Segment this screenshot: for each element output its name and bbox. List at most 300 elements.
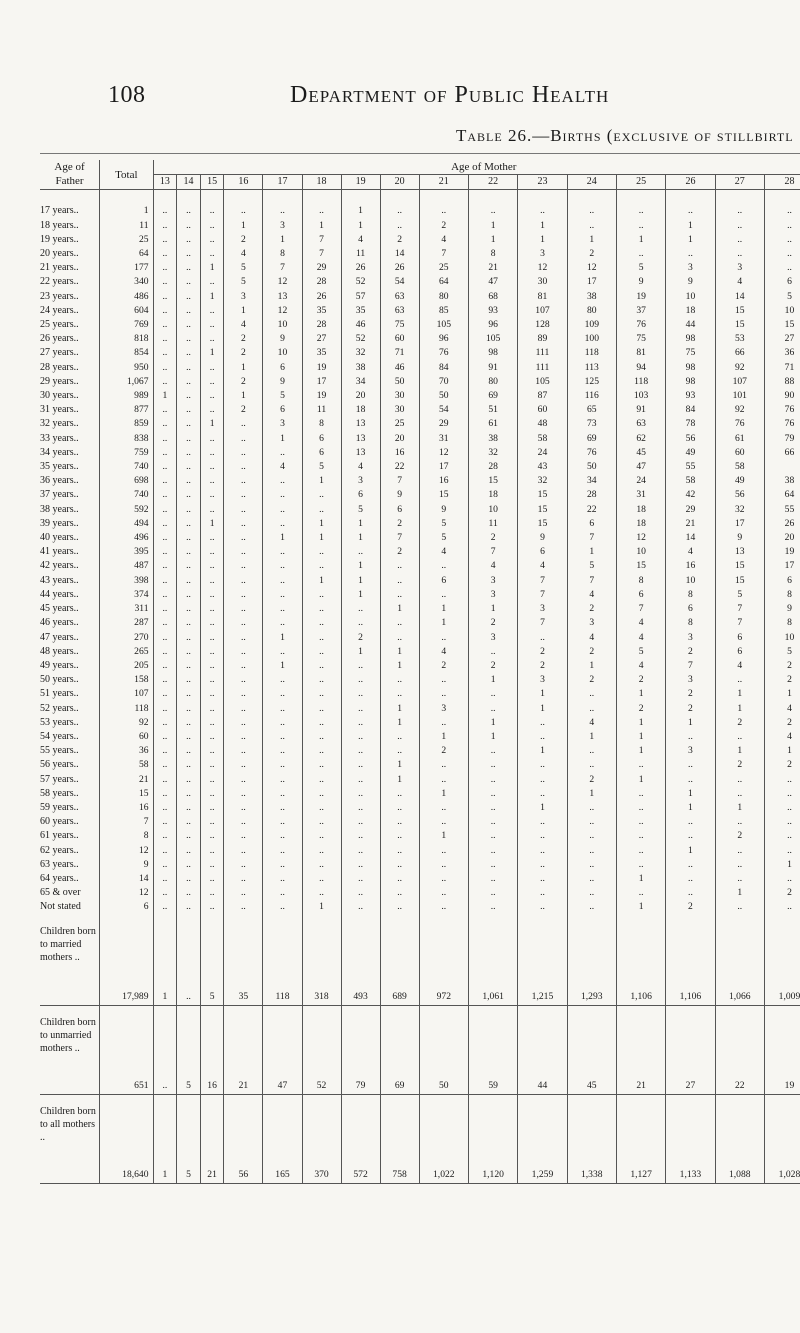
births-count-cell: 50 [380, 375, 419, 389]
mother-age-column-header: 27 [715, 175, 764, 190]
births-count-cell: .. [200, 758, 224, 772]
births-count-cell: 370 [302, 1094, 341, 1183]
births-count-cell: .. [200, 716, 224, 730]
births-count-cell: 76 [764, 403, 800, 417]
births-count-cell: 17 [764, 559, 800, 573]
births-count-cell: .. [177, 773, 201, 787]
births-count-cell: 7 [468, 545, 517, 559]
births-count-cell: 15 [616, 559, 665, 573]
father-age-label: Children born to unmarried mothers .. [40, 1005, 100, 1094]
births-count-cell: .. [380, 900, 419, 914]
births-count-cell: 9 [518, 531, 567, 545]
births-count-cell: .. [177, 801, 201, 815]
births-count-cell: 54 [419, 403, 468, 417]
births-count-cell: .. [177, 872, 201, 886]
row-total: 60 [100, 730, 153, 744]
births-count-cell: .. [224, 460, 263, 474]
births-count-cell: 3 [666, 673, 715, 687]
births-count-cell: .. [153, 574, 177, 588]
births-count-cell: .. [764, 815, 800, 829]
mother-age-column-header: 26 [666, 175, 715, 190]
row-total: 177 [100, 261, 153, 275]
births-count-cell: 6 [419, 574, 468, 588]
births-count-cell: 5 [419, 517, 468, 531]
row-total: 486 [100, 290, 153, 304]
births-count-cell: .. [616, 829, 665, 843]
births-count-cell: .. [616, 801, 665, 815]
births-count-cell: 2 [468, 659, 517, 673]
births-count-cell: .. [263, 574, 302, 588]
births-count-cell: .. [341, 815, 380, 829]
father-age-label: 19 years.. [40, 233, 79, 245]
births-count-cell: .. [153, 517, 177, 531]
father-age-label: 54 years.. [40, 730, 79, 742]
births-count-cell: 2 [380, 517, 419, 531]
births-count-cell: .. [341, 602, 380, 616]
births-count-cell: .. [224, 673, 263, 687]
births-count-cell: .. [200, 446, 224, 460]
births-count-cell: .. [380, 687, 419, 701]
table-row [40, 673, 800, 687]
births-count-cell: 61 [715, 432, 764, 446]
births-count-cell: 51 [468, 403, 517, 417]
births-count-cell: 1 [715, 702, 764, 716]
births-count-cell: .. [224, 574, 263, 588]
births-count-cell: .. [153, 474, 177, 488]
births-count-cell: 98 [666, 375, 715, 389]
row-total: 265 [100, 645, 153, 659]
table-row [40, 432, 800, 446]
births-count-cell: .. [224, 858, 263, 872]
births-count-cell: 2 [224, 375, 263, 389]
father-age-label: 27 years.. [40, 347, 79, 359]
births-count-cell: .. [341, 787, 380, 801]
births-count-cell: .. [153, 503, 177, 517]
table-row [40, 545, 800, 559]
father-age-header-line2: Father [55, 175, 84, 188]
births-count-cell: 1 [518, 687, 567, 701]
births-count-cell: 2 [419, 659, 468, 673]
births-count-cell: 1,120 [468, 1094, 517, 1183]
father-age-label: 65 & over [40, 887, 81, 899]
mother-age-column-header: 17 [263, 175, 302, 190]
births-count-cell: 1 [715, 886, 764, 900]
births-count-cell: .. [263, 730, 302, 744]
row-total: 17,989 [100, 915, 153, 1006]
row-total: 12 [100, 844, 153, 858]
births-count-cell: 79 [341, 1005, 380, 1094]
births-count-cell: 13 [341, 417, 380, 431]
births-count-cell: .. [302, 545, 341, 559]
births-count-cell: 15 [518, 517, 567, 531]
births-count-cell: .. [616, 247, 665, 261]
births-count-cell: .. [177, 730, 201, 744]
births-count-cell: .. [200, 233, 224, 247]
births-count-cell: .. [764, 801, 800, 815]
births-count-cell: 113 [567, 361, 616, 375]
births-count-cell: 5 [616, 261, 665, 275]
births-count-cell: 85 [419, 304, 468, 318]
row-total: 818 [100, 332, 153, 346]
births-count-cell: .. [666, 815, 715, 829]
births-count-cell: .. [518, 886, 567, 900]
table-row [40, 588, 800, 602]
father-age-label: 46 years.. [40, 617, 79, 629]
births-count-cell: 5 [419, 531, 468, 545]
births-count-cell: 1 [567, 730, 616, 744]
births-count-cell: .. [263, 687, 302, 701]
births-count-cell: .. [715, 787, 764, 801]
births-count-cell: 10 [666, 290, 715, 304]
births-count-cell: .. [153, 744, 177, 758]
births-count-cell: .. [518, 758, 567, 772]
births-count-cell: 1 [666, 801, 715, 815]
father-age-label: Children born to married mothers .. [40, 915, 100, 1006]
births-count-cell: 52 [302, 1005, 341, 1094]
births-count-cell: .. [616, 886, 665, 900]
births-count-cell: .. [715, 233, 764, 247]
births-count-cell: 42 [666, 488, 715, 502]
births-count-cell: 76 [567, 446, 616, 460]
births-count-cell: .. [224, 716, 263, 730]
births-count-cell: 76 [419, 346, 468, 360]
births-count-cell: 66 [715, 346, 764, 360]
births-count-cell: 32 [341, 346, 380, 360]
births-count-cell: 71 [380, 346, 419, 360]
births-count-cell: 10 [263, 346, 302, 360]
births-count-cell: .. [224, 900, 263, 914]
mother-age-header: Age of Mother [153, 160, 800, 175]
row-total: 11 [100, 219, 153, 233]
births-count-cell: .. [153, 645, 177, 659]
births-count-cell: .. [263, 673, 302, 687]
row-total: 698 [100, 474, 153, 488]
births-count-cell: 4 [764, 730, 800, 744]
births-count-cell: .. [263, 545, 302, 559]
births-count-cell: 31 [616, 488, 665, 502]
births-count-cell: 19 [616, 290, 665, 304]
births-count-cell: .. [302, 602, 341, 616]
father-age-label: 35 years.. [40, 461, 79, 473]
births-count-cell: 1 [302, 531, 341, 545]
father-age-label: 45 years.. [40, 603, 79, 615]
father-age-label: 31 years.. [40, 404, 79, 416]
births-count-cell: .. [177, 844, 201, 858]
births-count-cell: .. [153, 844, 177, 858]
births-count-cell: .. [200, 858, 224, 872]
births-count-cell: .. [177, 417, 201, 431]
births-count-cell: 46 [380, 361, 419, 375]
births-count-cell: 25 [380, 417, 419, 431]
summary-row [40, 915, 800, 1006]
births-count-cell: 1 [200, 290, 224, 304]
births-count-cell: .. [177, 460, 201, 474]
births-count-cell: 81 [616, 346, 665, 360]
births-count-cell: 2 [468, 616, 517, 630]
births-count-cell: 6 [302, 432, 341, 446]
births-count-cell: .. [715, 773, 764, 787]
births-count-cell: .. [468, 645, 517, 659]
births-count-cell: 45 [567, 1005, 616, 1094]
births-count-cell: 7 [419, 247, 468, 261]
births-count-cell: 1 [518, 702, 567, 716]
births-count-cell: .. [380, 673, 419, 687]
births-count-cell: .. [153, 1005, 177, 1094]
births-count-cell: 7 [616, 602, 665, 616]
births-count-cell: 1,293 [567, 915, 616, 1006]
births-count-cell: .. [224, 730, 263, 744]
births-count-cell: 5 [263, 389, 302, 403]
births-count-cell: 8 [764, 616, 800, 630]
row-total: 838 [100, 432, 153, 446]
table-row [40, 801, 800, 815]
births-count-cell: 22 [715, 1005, 764, 1094]
births-count-cell: 1 [715, 744, 764, 758]
mother-age-column-header: 24 [567, 175, 616, 190]
births-count-cell: 73 [567, 417, 616, 431]
births-count-cell: 32 [468, 446, 517, 460]
births-count-cell: .. [177, 545, 201, 559]
births-count-cell: 56 [715, 488, 764, 502]
births-count-cell: .. [153, 886, 177, 900]
births-count-cell: .. [666, 829, 715, 843]
births-count-cell: .. [224, 517, 263, 531]
mother-age-column-header: 21 [419, 175, 468, 190]
births-count-cell: 16 [200, 1005, 224, 1094]
births-count-cell: 18 [468, 488, 517, 502]
row-total: 340 [100, 275, 153, 289]
father-age-label: 49 years.. [40, 659, 79, 671]
births-count-cell: 5 [224, 275, 263, 289]
births-count-cell: 54 [380, 275, 419, 289]
births-count-cell: .. [153, 545, 177, 559]
mother-age-column-header: 15 [200, 175, 224, 190]
births-count-cell: .. [263, 488, 302, 502]
births-count-cell: .. [200, 588, 224, 602]
births-count-cell: 28 [468, 460, 517, 474]
births-count-cell: .. [567, 702, 616, 716]
births-count-cell: 27 [302, 332, 341, 346]
births-count-cell: 2 [567, 602, 616, 616]
births-count-cell: .. [153, 488, 177, 502]
births-count-cell: .. [380, 815, 419, 829]
births-count-cell: 15 [715, 574, 764, 588]
row-total: 16 [100, 801, 153, 815]
births-count-cell: 1 [302, 474, 341, 488]
father-age-label: 20 years.. [40, 248, 79, 260]
births-count-cell: 1 [200, 417, 224, 431]
births-count-cell: .. [567, 900, 616, 914]
table-row [40, 858, 800, 872]
births-count-cell: .. [715, 900, 764, 914]
births-count-cell: .. [263, 503, 302, 517]
table-row [40, 900, 800, 914]
births-count-cell: 2 [764, 673, 800, 687]
births-count-cell: 75 [616, 332, 665, 346]
births-count-cell: .. [468, 872, 517, 886]
births-count-cell: .. [177, 744, 201, 758]
births-count-cell: 6 [715, 631, 764, 645]
births-count-cell: .. [177, 361, 201, 375]
births-count-cell: 972 [419, 915, 468, 1006]
births-count-cell: .. [153, 460, 177, 474]
mother-ages-row [40, 175, 800, 190]
births-count-cell: .. [200, 375, 224, 389]
row-total: 25 [100, 233, 153, 247]
births-count-cell: .. [567, 815, 616, 829]
births-count-cell: .. [224, 417, 263, 431]
births-count-cell: .. [341, 900, 380, 914]
row-total: 1,067 [100, 375, 153, 389]
births-count-cell: .. [177, 702, 201, 716]
births-count-cell: 1,088 [715, 1094, 764, 1183]
births-count-cell: .. [177, 488, 201, 502]
births-count-cell: .. [153, 716, 177, 730]
births-count-cell: .. [153, 758, 177, 772]
row-total: 989 [100, 389, 153, 403]
births-count-cell: 91 [616, 403, 665, 417]
births-count-cell: .. [567, 858, 616, 872]
father-age-label: 39 years.. [40, 517, 79, 529]
births-count-cell: .. [302, 204, 341, 218]
births-count-cell: 56 [224, 1094, 263, 1183]
births-count-cell: 3 [419, 702, 468, 716]
births-count-cell: .. [302, 503, 341, 517]
births-count-cell: .. [764, 787, 800, 801]
births-count-cell: 2 [567, 773, 616, 787]
births-count-cell: 1 [419, 787, 468, 801]
births-count-cell: 58 [518, 432, 567, 446]
births-count-cell: .. [153, 801, 177, 815]
births-count-cell: .. [200, 304, 224, 318]
births-count-cell: 118 [263, 915, 302, 1006]
births-count-cell: 81 [518, 290, 567, 304]
births-count-cell: .. [153, 872, 177, 886]
births-count-cell: 5 [764, 645, 800, 659]
mother-age-column-header: 16 [224, 175, 263, 190]
births-count-cell: 5 [224, 261, 263, 275]
father-age-label: 55 years.. [40, 745, 79, 757]
births-count-cell: 1 [380, 758, 419, 772]
births-count-cell: 1,022 [419, 1094, 468, 1183]
births-count-cell: 4 [341, 460, 380, 474]
births-count-cell: 7 [380, 474, 419, 488]
births-count-cell: 75 [666, 346, 715, 360]
births-count-cell: 7 [380, 531, 419, 545]
births-count-cell: .. [380, 787, 419, 801]
table-row [40, 773, 800, 787]
births-count-cell: 4 [224, 318, 263, 332]
births-count-cell: .. [302, 787, 341, 801]
births-count-cell: 84 [419, 361, 468, 375]
row-total: 6 [100, 900, 153, 914]
births-count-cell: .. [200, 275, 224, 289]
births-count-cell: .. [380, 730, 419, 744]
births-count-cell: 1,338 [567, 1094, 616, 1183]
births-count-cell: 1 [764, 744, 800, 758]
births-count-cell: 3 [263, 219, 302, 233]
births-count-cell: 52 [341, 275, 380, 289]
births-count-cell: .. [263, 588, 302, 602]
births-count-cell: 4 [263, 460, 302, 474]
father-age-label: 37 years.. [40, 489, 79, 501]
births-count-cell: 38 [468, 432, 517, 446]
births-count-cell: 37 [616, 304, 665, 318]
births-count-cell: 572 [341, 1094, 380, 1183]
table-row [40, 574, 800, 588]
births-count-cell: 9 [419, 503, 468, 517]
births-count-cell: .. [468, 900, 517, 914]
row-total: 740 [100, 460, 153, 474]
births-count-cell: .. [567, 886, 616, 900]
row-total: 64 [100, 247, 153, 261]
births-count-cell: 15 [715, 559, 764, 573]
births-count-cell: 1 [666, 219, 715, 233]
births-count-cell: 7 [518, 588, 567, 602]
births-count-cell: .. [153, 275, 177, 289]
births-count-cell: 90 [764, 389, 800, 403]
births-count-cell: 1 [567, 659, 616, 673]
births-count-cell: 30 [380, 389, 419, 403]
births-count-cell: 1 [715, 687, 764, 701]
births-count-cell: .. [380, 801, 419, 815]
births-count-cell: .. [616, 815, 665, 829]
births-count-cell: 1 [380, 702, 419, 716]
father-age-label: Not stated [40, 901, 81, 913]
table-row [40, 687, 800, 701]
births-count-cell: .. [263, 517, 302, 531]
mother-age-column-header: 22 [468, 175, 517, 190]
table-row [40, 318, 800, 332]
births-count-cell: 1 [302, 900, 341, 914]
births-count-cell: .. [518, 872, 567, 886]
births-count-cell: 3 [518, 247, 567, 261]
births-count-cell: 2 [518, 659, 567, 673]
table-row [40, 488, 800, 502]
births-count-cell: 15 [468, 474, 517, 488]
births-count-cell: .. [616, 844, 665, 858]
births-count-cell: .. [200, 631, 224, 645]
births-count-cell: 50 [567, 460, 616, 474]
births-count-cell: .. [153, 559, 177, 573]
births-count-cell: 5 [302, 460, 341, 474]
births-count-cell: .. [153, 204, 177, 218]
births-count-cell: 20 [764, 531, 800, 545]
births-count-cell: 107 [715, 375, 764, 389]
births-count-cell: 1 [263, 432, 302, 446]
births-count-cell: 2 [380, 545, 419, 559]
births-count-cell: .. [153, 773, 177, 787]
births-count-cell: 1 [263, 659, 302, 673]
births-count-cell: .. [263, 787, 302, 801]
births-count-cell: .. [200, 616, 224, 630]
births-count-cell: .. [567, 758, 616, 772]
births-count-cell: .. [153, 829, 177, 843]
births-count-cell: .. [224, 588, 263, 602]
births-count-cell [764, 460, 800, 474]
father-age-label: 25 years.. [40, 319, 79, 331]
mother-age-column-header: 13 [153, 175, 177, 190]
father-age-label: 38 years.. [40, 503, 79, 515]
row-total: 496 [100, 531, 153, 545]
births-count-cell: 14 [380, 247, 419, 261]
births-count-cell: 9 [666, 275, 715, 289]
births-count-cell: .. [200, 474, 224, 488]
births-count-cell: 6 [715, 645, 764, 659]
births-count-cell: 1 [224, 389, 263, 403]
row-total: 118 [100, 702, 153, 716]
births-count-cell: 2 [341, 631, 380, 645]
